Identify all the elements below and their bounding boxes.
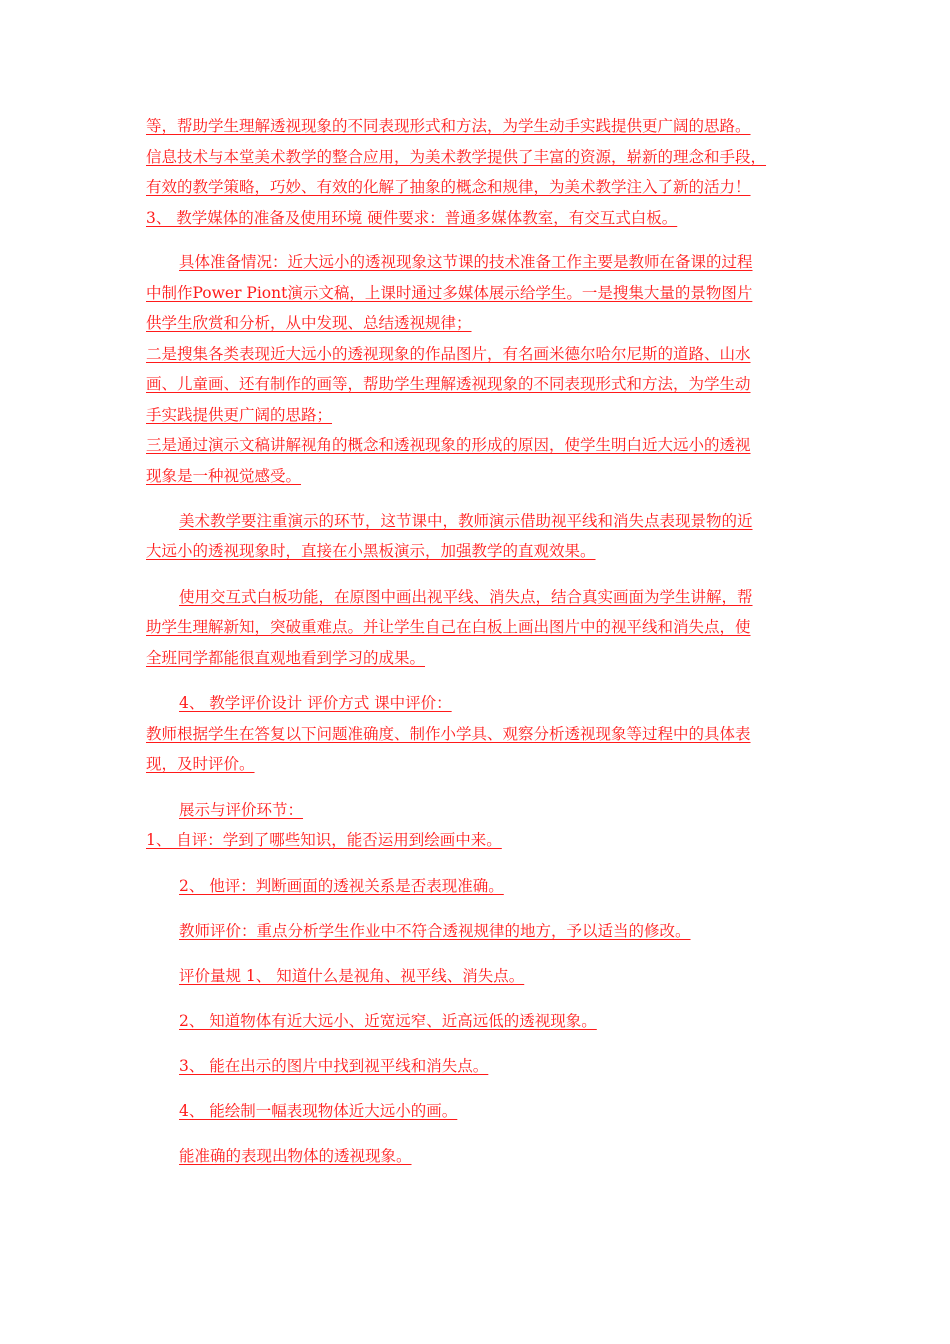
list-item: 1、 自评：学到了哪些知识，能否运用到绘画中来。 [146, 831, 502, 849]
text-line: 现象是一种视觉感受。 [146, 467, 302, 485]
text-line: 教师评价：重点分析学生作业中不符合透视规律的地方，予以适当的修改。 [179, 922, 691, 940]
list-item: 3、 能在出示的图片中找到视平线和消失点。 [179, 1057, 489, 1075]
text-line: 美术教学要注重演示的环节，这节课中，教师演示借助视平线和消失点表现景物的近 [179, 512, 753, 530]
list-item: 评价量规 1、 知道什么是视角、视平线、消失点。 [179, 967, 525, 985]
text-line: 展示与评价环节： [179, 801, 304, 819]
text-line: 教师根据学生在答复以下问题准确度、制作小学具、观察分析透视现象等过程中的具体表 [146, 725, 751, 743]
section-heading: 4、 教学评价设计 评价方式 课中评价： [179, 694, 452, 712]
text-line: 使用交互式白板功能，在原图中画出视平线、消失点，结合真实画面为学生讲解，帮 [179, 588, 753, 606]
text-line: 能准确的表现出物体的透视现象。 [179, 1147, 412, 1165]
text-line: 三是通过演示文稿讲解视角的概念和透视现象的形成的原因，使学生明白近大远小的透视 [146, 436, 751, 454]
list-item: 4、 能绘制一幅表现物体近大远小的画。 [179, 1102, 458, 1120]
text-line: 助学生理解新知，突破重难点。并让学生自己在白板上画出图片中的视平线和消失点，使 [146, 618, 751, 636]
text-line: 大远小的透视现象时，直接在小黑板演示，加强教学的直观效果。 [146, 542, 596, 560]
text-line: 供学生欣赏和分析，从中发现、总结透视规律； [146, 314, 472, 332]
text-line: 二是搜集各类表现近大远小的透视现象的作品图片，有名画米德尔哈尔尼斯的道路、山水 [146, 345, 751, 363]
list-item: 2、 知道物体有近大远小、近宽远窄、近高远低的透视现象。 [179, 1012, 597, 1030]
text-line: 信息技术与本堂美术教学的整合应用，为美术教学提供了丰富的资源，崭新的理念和手段， [146, 148, 767, 166]
section-heading: 3、 教学媒体的准备及使用环境 硬件要求：普通多媒体教室，有交互式白板。 [146, 209, 678, 227]
text-line: 画、儿童画、还有制作的画等，帮助学生理解透视现象的不同表现形式和方法，为学生动 [146, 375, 751, 393]
text-line: 具体准备情况：近大远小的透视现象这节课的技术准备工作主要是教师在备课的过程 [179, 253, 753, 271]
text-line: 中制作Power Piont演示文稿，上课时通过多媒体展示给学生。一是搜集大量的景物图片 [146, 284, 753, 302]
text-line: 现，及时评价。 [146, 755, 255, 773]
text-line: 手实践提供更广阔的思路； [146, 406, 333, 424]
text-line: 等，帮助学生理解透视现象的不同表现形式和方法，为学生动手实践提供更广阔的思路。 [146, 117, 751, 135]
text-line: 有效的教学策略，巧妙、有效的化解了抽象的概念和规律，为美术教学注入了新的活力！ [146, 178, 751, 196]
text-line: 全班同学都能很直观地看到学习的成果。 [146, 649, 426, 667]
list-item: 2、 他评：判断画面的透视关系是否表现准确。 [179, 877, 504, 895]
